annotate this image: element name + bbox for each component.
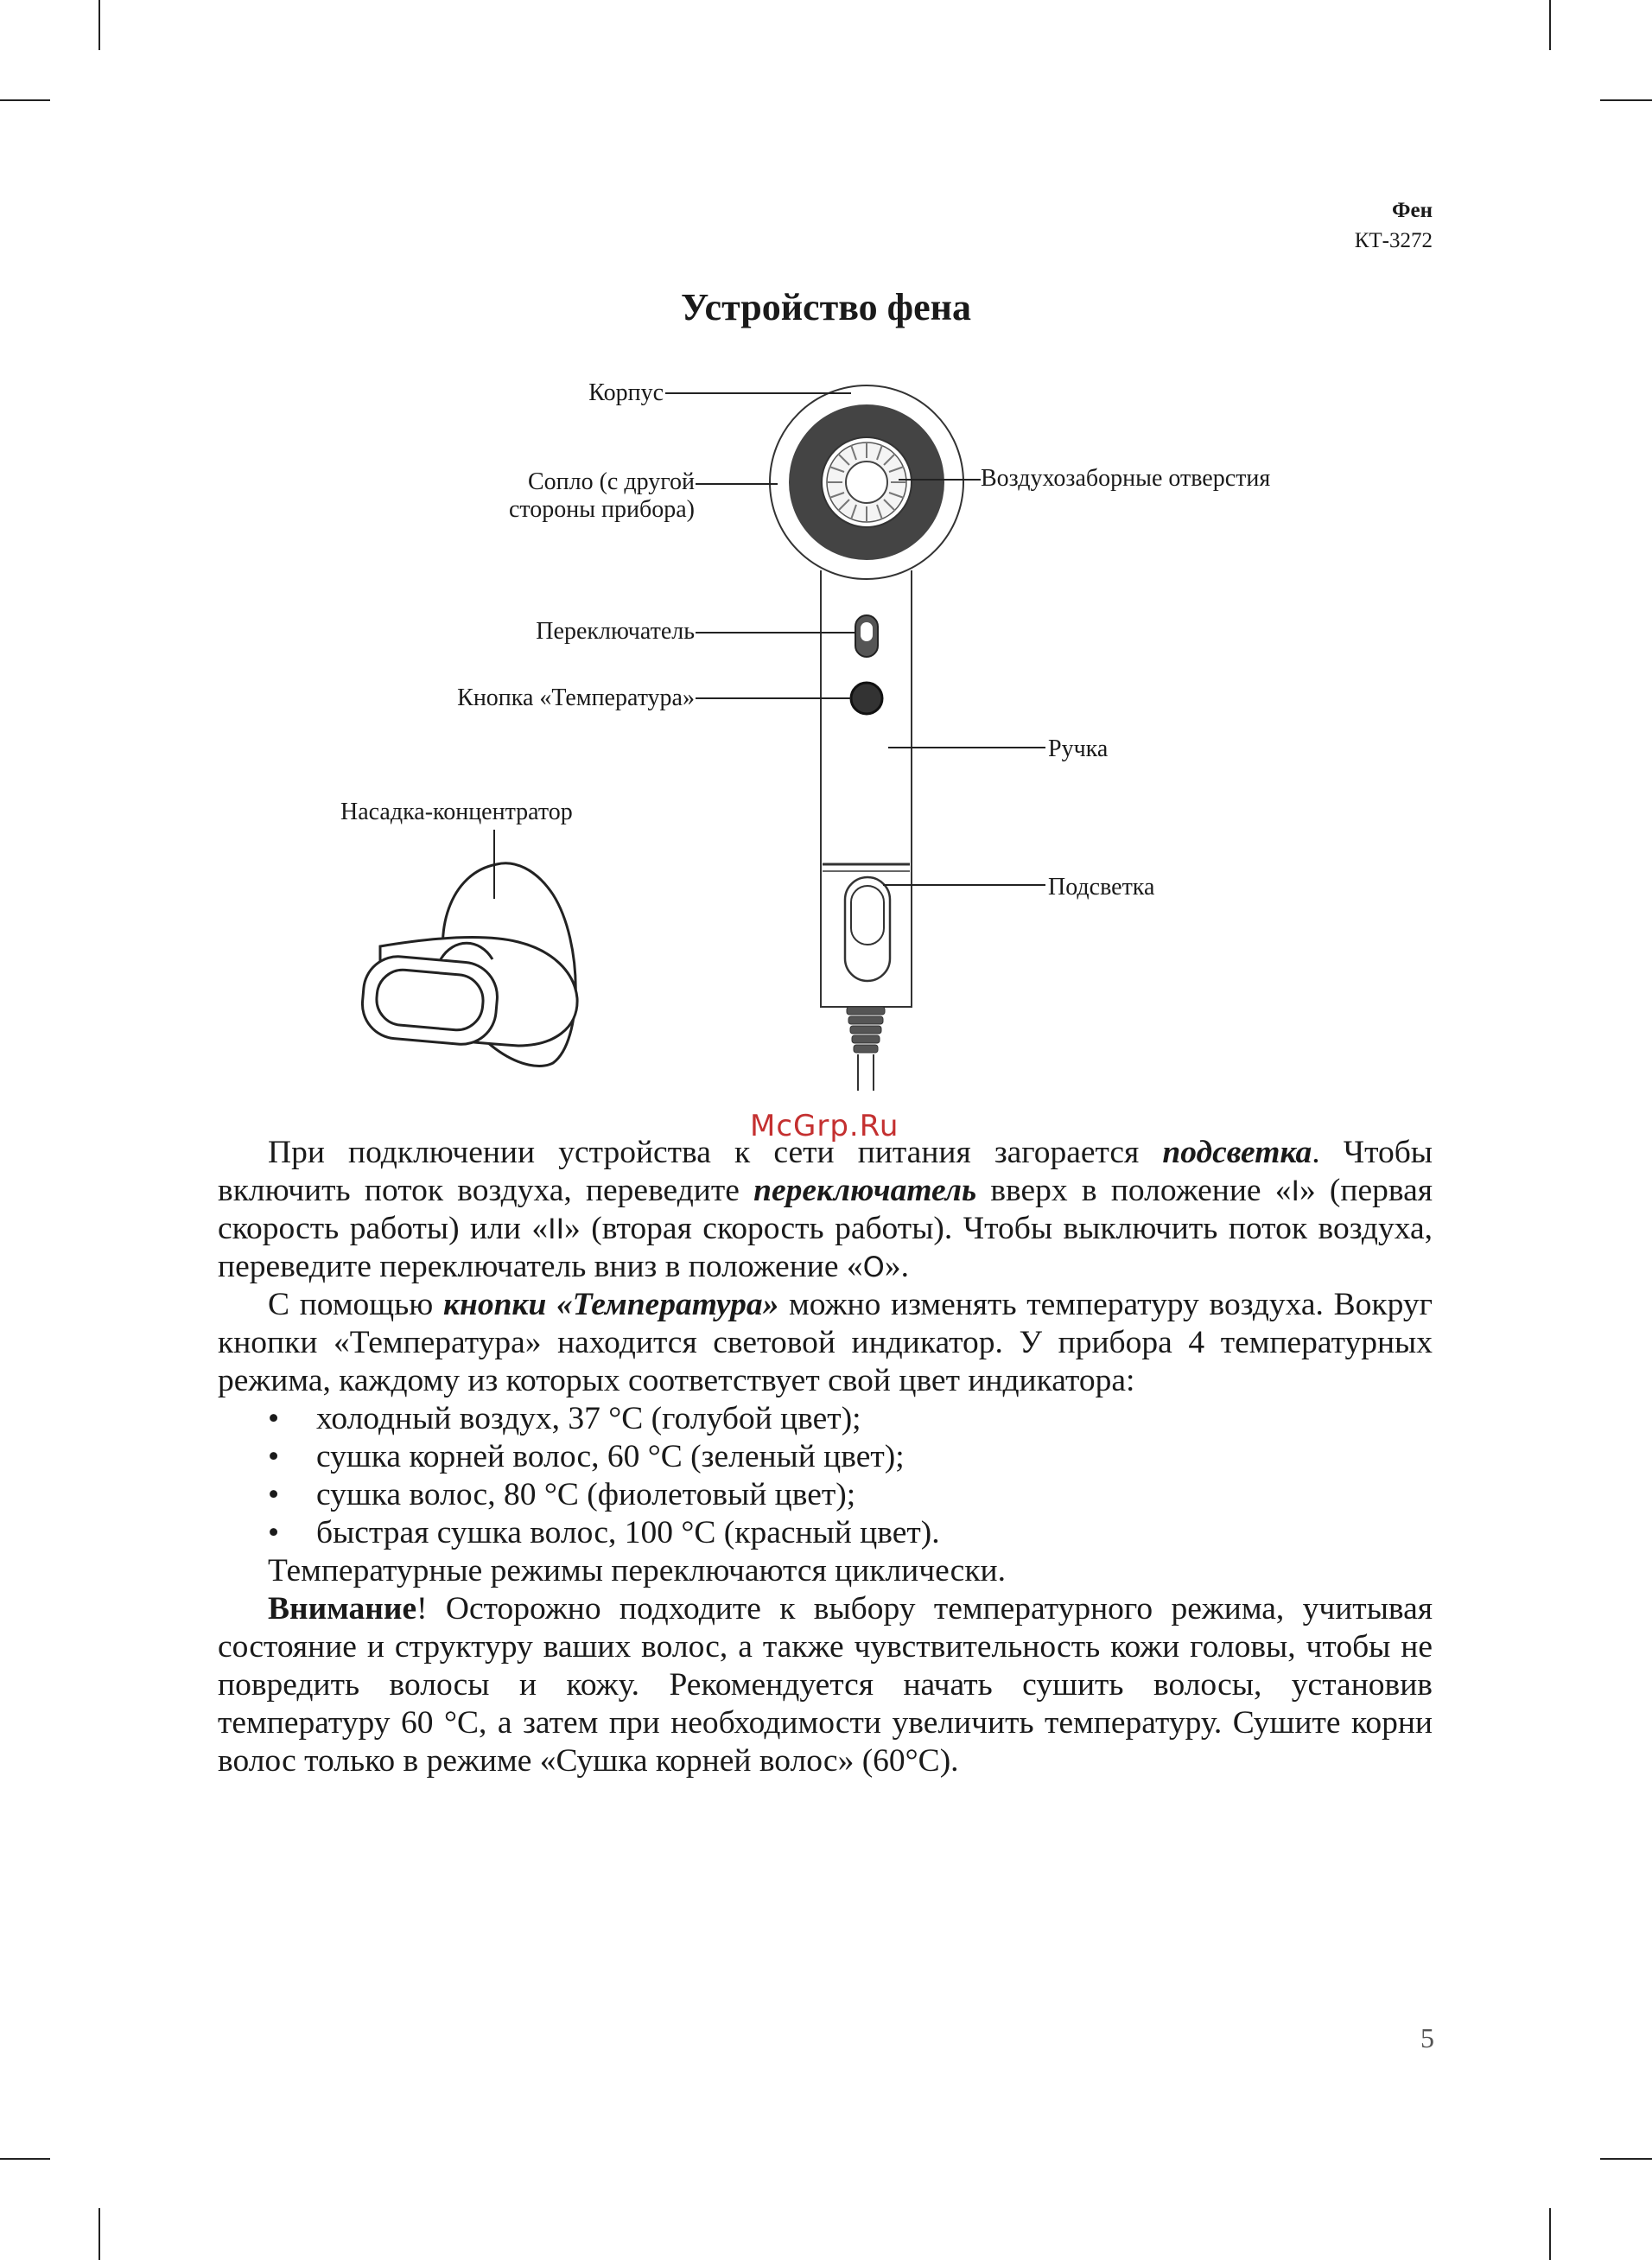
label-concentrator: Насадка-концентратор <box>340 799 573 825</box>
hair-dryer-diagram <box>0 0 1652 1124</box>
page-title: Устройство фена <box>681 286 971 328</box>
watermark: McGrp.Ru <box>750 1109 899 1143</box>
paragraph-temperature: С помощью кнопки «Температура» можно изменять температуру воздуха. Вокруг кнопки «Температура» находится световой индикатор. У прибора 4 температурных режима, каждому из которых соответствует свой цвет индикатора: <box>218 1287 1433 1398</box>
label-backlight: Подсветка <box>1048 874 1155 901</box>
list-item: • быстрая сушка волос, 100 °С (красный цвет). <box>268 1515 940 1550</box>
label-body: Корпус <box>588 379 664 406</box>
page-number: 5 <box>1420 2022 1434 2053</box>
label-nozzle-line2: стороны прибора) <box>508 496 695 523</box>
paragraph-power-on: При подключении устройства к сети питания загорается подсветка. Чтобы включить поток воздуха, переведите переключатель вверх в положение «I» (первая скорость работы) или «II» (вторая скорость работы). Чтобы выключить поток воздуха, переведите переключатель вниз в положение «O». <box>218 1135 1433 1284</box>
crop-mark <box>0 2158 50 2160</box>
list-item: • сушка корней волос, 60 °С (зеленый цвет); <box>268 1439 905 1474</box>
temperature-button <box>851 683 882 714</box>
header-model: КТ-3272 <box>1354 229 1433 252</box>
header-product: Фен <box>1392 199 1433 222</box>
instructions-text <box>218 1134 1433 1780</box>
paragraph-cyclic: Температурные режимы переключаются циклически. <box>268 1553 1006 1588</box>
label-nozzle-line1: Сопло (с другой <box>527 468 695 495</box>
crop-mark <box>1600 2158 1652 2160</box>
label-handle: Ручка <box>1048 735 1109 762</box>
label-air-intake: Воздухозаборные отверстия <box>981 465 1271 492</box>
crop-mark <box>1549 2208 1551 2260</box>
list-item: • холодный воздух, 37 °С (голубой цвет); <box>268 1401 861 1436</box>
label-switch: Переключатель <box>536 618 695 645</box>
temperature-modes-list <box>218 1400 1433 1552</box>
crop-mark <box>98 2208 100 2260</box>
list-item: • сушка волос, 80 °С (фиолетовый цвет); <box>268 1477 856 1512</box>
label-temperature-button: Кнопка «Температура» <box>457 684 695 711</box>
concentrator-nozzle <box>359 863 577 1066</box>
paragraph-warning: Внимание! Осторожно подходите к выбору температурного режима, учитывая состояние и структуру ваших волос, а также чувствительность кожи головы, чтобы не повредить волосы и кожу. Рекомендуется начать сушить волосы, установив температуру 60 °С, а затем при необходимости увеличить температуру. Сушите корни волос только в режиме «Сушка корней волос» (60°С). <box>218 1591 1433 1779</box>
cord <box>847 1007 885 1053</box>
